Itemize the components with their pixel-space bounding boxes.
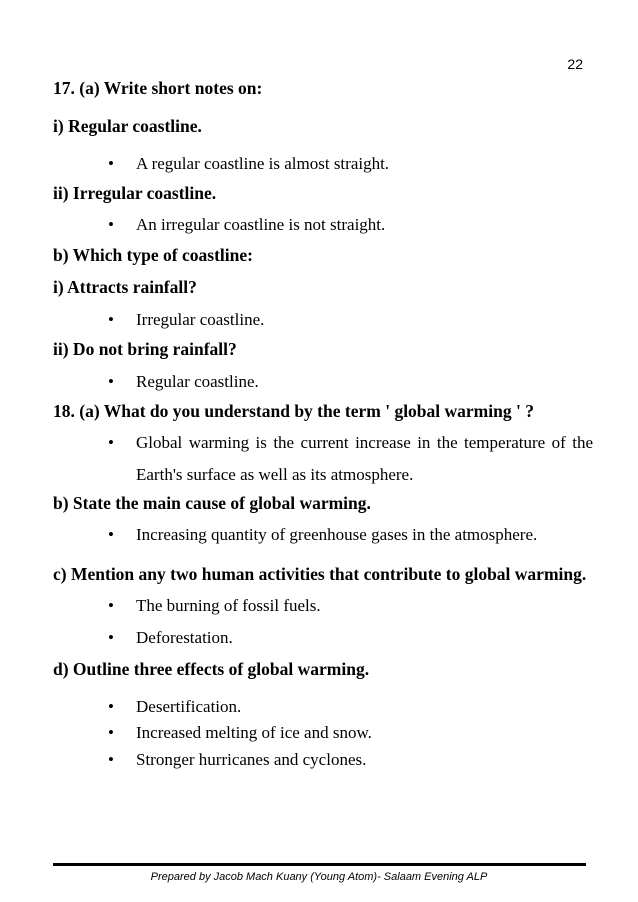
answer-bullet: • Increased melting of ice and snow. xyxy=(53,723,593,743)
answer-bullet: • Regular coastline. xyxy=(53,372,593,392)
answer-bullet: • A regular coastline is almost straight. xyxy=(53,154,593,174)
answer-bullet: • Global warming is the current increase in the temperature of the Earth's surface as well as its atmosphere. xyxy=(53,427,593,491)
answer-bullet: • Increasing quantity of greenhouse gases in the atmosphere. xyxy=(53,525,593,545)
question-17b-ii: ii) Do not bring rainfall? xyxy=(53,339,237,360)
question-18a: 18. (a) What do you understand by the term ' global warming ' ? xyxy=(53,400,534,421)
question-18c: c) Mention any two human activities that contribute to global warming. xyxy=(53,563,587,584)
question-18b: b) State the main cause of global warming. xyxy=(53,492,371,513)
answer-bullet: • The burning of fossil fuels. xyxy=(53,596,593,616)
footer-credit: Prepared by Jacob Mach Kuany (Young Atom)- Salaam Evening ALP xyxy=(150,871,488,883)
answer-bullet: • Stronger hurricanes and cyclones. xyxy=(53,750,593,770)
answer-bullet: • Deforestation. xyxy=(53,628,593,648)
answer-bullet: • Irregular coastline. xyxy=(53,310,593,330)
question-17a: 17. (a) Write short notes on: xyxy=(53,78,263,98)
question-18d: d) Outline three effects of global warming. xyxy=(53,658,370,679)
question-17a-ii: ii) Irregular coastline. xyxy=(53,183,217,204)
question-17a-i: i) Regular coastline. xyxy=(53,116,202,136)
page-number: 22 xyxy=(567,56,583,72)
question-17b-i: i) Attracts rainfall? xyxy=(53,276,197,297)
footer-divider xyxy=(53,863,586,866)
question-17b: b) Which type of coastline: xyxy=(53,244,253,265)
document-body xyxy=(53,78,593,770)
answer-bullet: • An irregular coastline is not straight. xyxy=(53,215,593,235)
answer-bullet: • Desertification. xyxy=(53,697,593,717)
